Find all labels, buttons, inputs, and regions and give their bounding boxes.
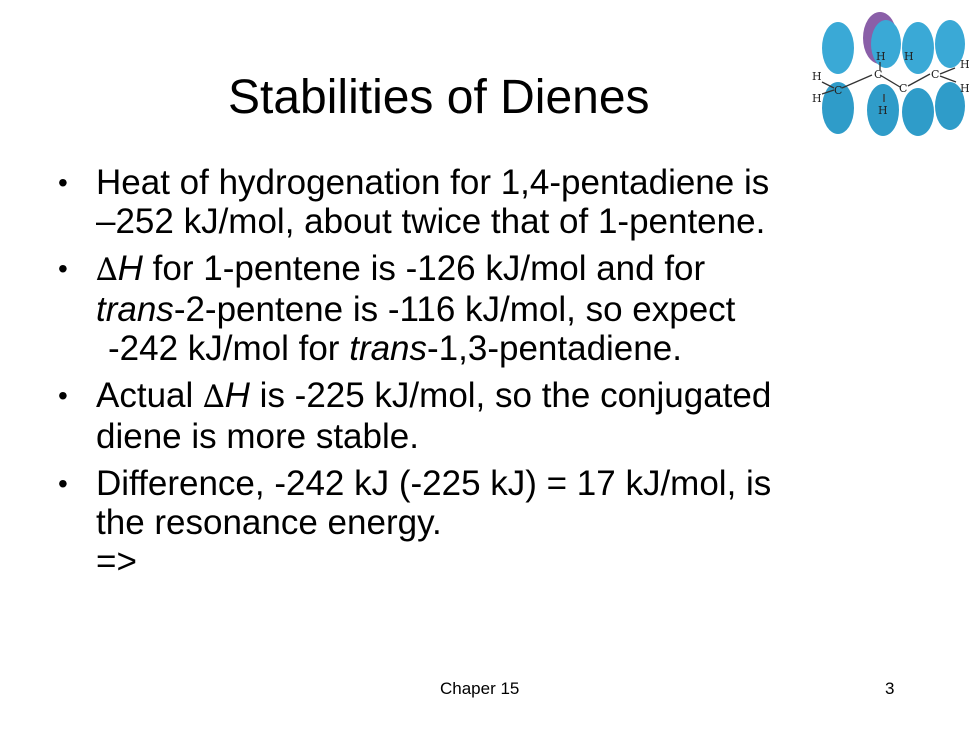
carbon-label: C — [834, 84, 843, 97]
bullet-item — [58, 163, 958, 241]
bullet-dot-icon: • — [58, 253, 68, 284]
bullet-line: the resonance energy. — [96, 503, 442, 542]
bullet-list — [58, 163, 958, 589]
hydrogen-label: H — [960, 58, 970, 71]
bullet-line: => — [96, 542, 137, 581]
diene-orbital-diagram — [800, 10, 975, 145]
footer-chapter-label: Chaper 15 — [440, 679, 520, 698]
page-number: 3 — [885, 679, 895, 698]
carbon-label: C — [899, 82, 908, 95]
bullet-item — [58, 376, 958, 456]
bullet-line: Heat of hydrogenation for 1,4-pentadiene is — [96, 163, 770, 202]
bullet-item — [58, 464, 958, 581]
hydrogen-label: H — [904, 50, 914, 63]
bullet-line: Actual ∆H is -225 kJ/mol, so the conjugated — [96, 376, 772, 415]
bullet-dot-icon: • — [58, 167, 68, 198]
bullet-line: Difference, -242 kJ (-225 kJ) = 17 kJ/mol, is — [96, 464, 772, 503]
bullet-item — [58, 249, 958, 368]
bullet-line: diene is more stable. — [96, 417, 419, 456]
hydrogen-label: H — [960, 82, 970, 95]
hydrogen-label: H — [876, 50, 886, 63]
bullet-dot-icon: • — [58, 380, 68, 411]
delta-symbol: ∆ — [96, 252, 118, 288]
bullet-dot-icon: • — [58, 468, 68, 499]
slide-title: Stabilities of Dienes — [228, 71, 650, 124]
bullet-line: -242 kJ/mol for trans-1,3-pentadiene. — [108, 329, 682, 368]
delta-symbol: ∆ — [203, 379, 225, 415]
bullet-line: ∆H for 1-pentene is -126 kJ/mol and for — [96, 249, 706, 288]
bullet-line: trans-2-pentene is -116 kJ/mol, so expect — [96, 290, 736, 329]
p-orbital-lobes — [822, 12, 965, 136]
hydrogen-label: H — [812, 92, 822, 105]
bullet-line: –252 kJ/mol, about twice that of 1-pentene. — [96, 202, 766, 241]
carbon-label: C — [874, 68, 883, 81]
carbon-label: C — [931, 68, 940, 81]
hydrogen-label: H — [878, 104, 888, 117]
hydrogen-label: H — [812, 70, 822, 83]
